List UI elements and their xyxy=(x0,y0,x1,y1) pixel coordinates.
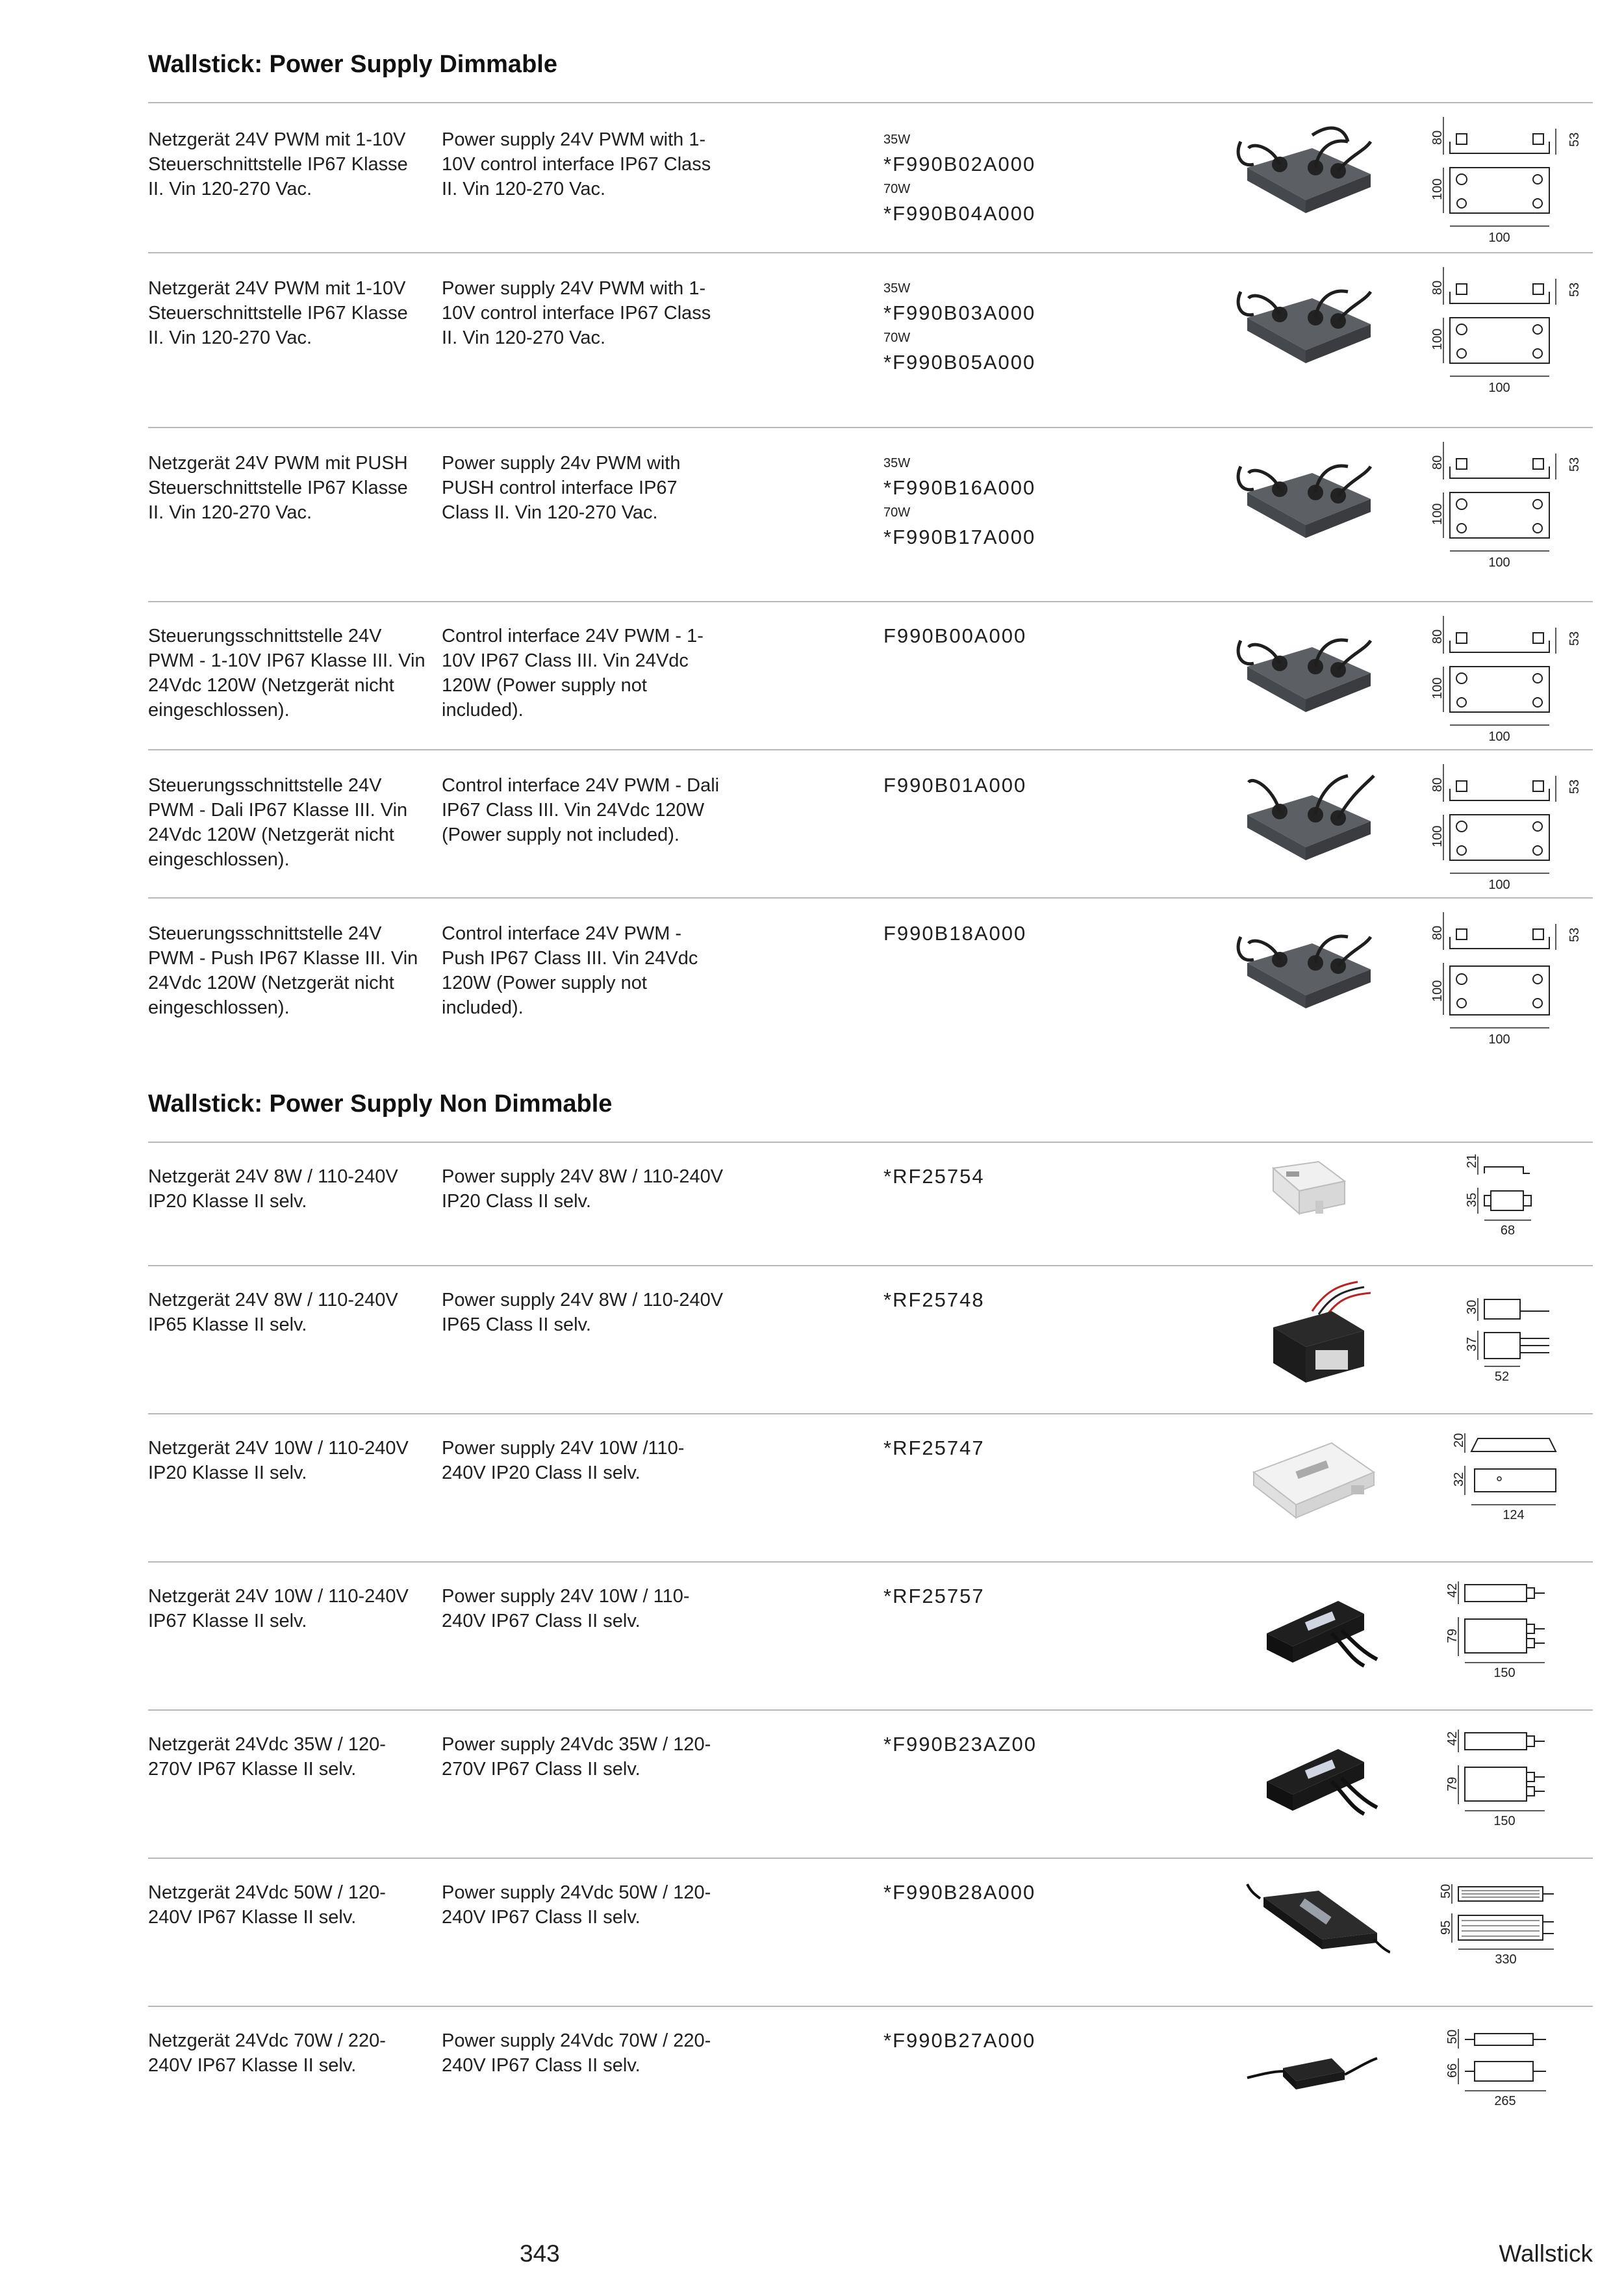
dim-label: 100 xyxy=(1488,231,1510,245)
dim-label: 53 xyxy=(1567,132,1582,147)
dim-label: 100 xyxy=(1430,677,1445,699)
dim-label: 100 xyxy=(1488,878,1510,892)
article-code: *F990B16A000 xyxy=(883,476,1036,499)
description-de: Netzgerät 24V 8W / 110-240V IP65 Klasse II selv. xyxy=(148,1290,398,1335)
dimmable-box-photo xyxy=(1234,253,1390,402)
dim-label: 100 xyxy=(1488,730,1510,744)
product-row xyxy=(0,602,1624,750)
dim-label: 68 xyxy=(1500,1223,1516,1238)
black-ip67-module-photo xyxy=(1234,1562,1390,1710)
product-row xyxy=(0,1142,1624,1266)
dimension-drawing xyxy=(1429,1562,1598,1710)
dim-label: 20 xyxy=(1452,1433,1466,1448)
footer-brand: Wallstick xyxy=(1499,2240,1593,2267)
dim-label: 330 xyxy=(1495,1952,1517,1967)
article-code: *RF25748 xyxy=(883,1288,985,1311)
product-row xyxy=(0,1562,1624,1710)
dimension-drawing xyxy=(1429,1266,1598,1414)
dimmable-box-photo xyxy=(1234,750,1390,898)
dim-label: 80 xyxy=(1430,629,1445,644)
wattage-label: 35W xyxy=(883,456,911,470)
description-de: Steuerungsschnittstelle 24V PWM - Dali IP67 Klasse III. Vin 24Vdc 120W (Netzgerät nicht eingeschlossen). xyxy=(148,775,408,870)
dim-label: 35 xyxy=(1465,1192,1479,1207)
article-codes xyxy=(883,1732,1037,1757)
article-code: F990B00A000 xyxy=(883,624,1027,647)
dim-label: 53 xyxy=(1567,457,1582,472)
page-number: 343 xyxy=(520,2240,560,2267)
article-code: *F990B27A000 xyxy=(883,2029,1036,2052)
black-ip67-module-photo xyxy=(1234,1710,1390,1858)
article-codes xyxy=(883,2028,1035,2053)
description-de: Netzgerät 24Vdc 50W / 120-240V IP67 Klasse II selv. xyxy=(148,1882,386,1928)
dim-label: 30 xyxy=(1465,1299,1479,1314)
dim-label: 53 xyxy=(1567,282,1582,297)
description-en: Power supply 24V 10W / 110-240V IP67 Class II selv. xyxy=(442,1586,690,1631)
dimension-drawing xyxy=(1429,602,1598,750)
product-row xyxy=(0,253,1624,427)
dimension-drawing xyxy=(1429,253,1598,409)
dim-label: 50 xyxy=(1439,1884,1453,1898)
dim-label: 150 xyxy=(1493,1666,1516,1680)
article-codes xyxy=(883,127,1035,226)
description-en: Power supply 24V PWM with 1-10V control interface IP67 Class II. Vin 120-270 Vac. xyxy=(442,278,711,348)
description-en: Control interface 24V PWM - Push IP67 Class III. Vin 24Vdc 120W (Power supply not included). xyxy=(442,923,698,1018)
description-de: Netzgerät 24V PWM mit 1-10V Steuerschnittstelle IP67 Klasse II. Vin 120-270 Vac. xyxy=(148,278,408,348)
article-code: F990B18A000 xyxy=(883,922,1027,945)
wattage-label: 35W xyxy=(883,281,911,296)
product-row xyxy=(0,1266,1624,1414)
dim-label: 50 xyxy=(1445,2029,1460,2044)
article-code: *F990B05A000 xyxy=(883,351,1036,374)
product-row xyxy=(0,1858,1624,2006)
dimension-drawing xyxy=(1429,898,1598,1060)
description-de: Steuerungsschnittstelle 24V PWM - 1-10V IP67 Klasse III. Vin 24Vdc 120W (Netzgerät nicht eingeschlossen). xyxy=(148,626,425,721)
product-row xyxy=(0,2006,1624,2154)
article-codes xyxy=(883,921,1026,946)
dimmable-box-photo xyxy=(1234,602,1390,750)
description-en: Control interface 24V PWM - 1-10V IP67 Class III. Vin 24Vdc 120W (Power supply not included). xyxy=(442,626,704,721)
description-en: Control interface 24V PWM - Dali IP67 Class III. Vin 24Vdc 120W (Power supply not included). xyxy=(442,775,720,845)
article-code: *F990B02A000 xyxy=(883,153,1036,175)
product-row xyxy=(0,103,1624,252)
article-code: *RF25754 xyxy=(883,1165,985,1188)
dim-label: 42 xyxy=(1445,1583,1460,1598)
dim-label: 150 xyxy=(1493,1814,1516,1828)
description-de: Netzgerät 24Vdc 70W / 220-240V IP67 Klasse II selv. xyxy=(148,2030,386,2076)
white-module-photo xyxy=(1234,1142,1390,1266)
wattage-label: 35W xyxy=(883,133,911,147)
dim-label: 100 xyxy=(1430,328,1445,350)
dim-label: 53 xyxy=(1567,927,1582,942)
wattage-label: 70W xyxy=(883,331,911,345)
dimension-drawing xyxy=(1429,750,1598,898)
article-code: *F990B28A000 xyxy=(883,1881,1036,1904)
description-en: Power supply 24Vdc 50W / 120-240V IP67 Class II selv. xyxy=(442,1882,711,1928)
product-row xyxy=(0,750,1624,898)
dim-label: 52 xyxy=(1494,1370,1510,1384)
section-title-non-dimmable: Wallstick: Power Supply Non Dimmable xyxy=(148,1090,613,1118)
description-en: Power supply 24V 10W /110-240V IP20 Class II selv. xyxy=(442,1438,685,1483)
dimension-drawing xyxy=(1429,1858,1598,2006)
article-code: *F990B23AZ00 xyxy=(883,1733,1037,1756)
dim-label: 95 xyxy=(1439,1920,1453,1935)
article-codes xyxy=(883,773,1026,798)
description-en: Power supply 24v PWM with PUSH control interface IP67 Class II. Vin 120-270 Vac. xyxy=(442,453,681,523)
dimmable-box-photo xyxy=(1234,428,1390,583)
dim-label: 66 xyxy=(1445,2063,1460,2078)
dimension-drawing xyxy=(1429,1710,1598,1858)
dim-label: 265 xyxy=(1494,2094,1516,2108)
description-en: Power supply 24Vdc 70W / 220-240V IP67 Class II selv. xyxy=(442,2030,711,2076)
slim-black-driver-photo xyxy=(1234,2006,1390,2154)
dim-label: 100 xyxy=(1430,980,1445,1002)
description-de: Netzgerät 24V 10W / 110-240V IP67 Klasse II selv. xyxy=(148,1586,409,1631)
dim-label: 21 xyxy=(1465,1153,1479,1168)
dim-label: 100 xyxy=(1430,178,1445,200)
dimension-drawing xyxy=(1429,1414,1598,1562)
dim-label: 80 xyxy=(1430,777,1445,792)
article-codes xyxy=(883,624,1026,648)
dim-label: 53 xyxy=(1567,631,1582,646)
article-code: F990B01A000 xyxy=(883,774,1027,797)
dim-label: 80 xyxy=(1430,925,1445,940)
dim-label: 100 xyxy=(1488,381,1510,395)
article-codes xyxy=(883,1164,985,1189)
description-en: Power supply 24Vdc 35W / 120-270V IP67 Class II selv. xyxy=(442,1734,711,1780)
product-row xyxy=(0,428,1624,602)
dimmable-box-photo xyxy=(1234,898,1390,1054)
dimension-drawing xyxy=(1429,2006,1598,2154)
section-title-dimmable: Wallstick: Power Supply Dimmable xyxy=(148,51,557,78)
dimmable-box-photo xyxy=(1234,103,1390,252)
article-codes xyxy=(883,1288,985,1312)
description-de: Netzgerät 24V PWM mit 1-10V Steuerschnittstelle IP67 Klasse II. Vin 120-270 Vac. xyxy=(148,129,408,199)
wattage-label: 70W xyxy=(883,182,911,196)
article-codes xyxy=(883,451,1035,550)
dim-label: 42 xyxy=(1445,1731,1460,1746)
dim-label: 80 xyxy=(1430,280,1445,295)
article-codes xyxy=(883,276,1035,375)
dim-label: 100 xyxy=(1488,1032,1510,1047)
product-row xyxy=(0,1710,1624,1858)
description-de: Netzgerät 24Vdc 35W / 120-270V IP67 Klasse II selv. xyxy=(148,1734,386,1780)
article-codes xyxy=(883,1584,985,1609)
dim-label: 100 xyxy=(1430,825,1445,847)
dimension-drawing xyxy=(1429,103,1598,252)
article-code: *F990B03A000 xyxy=(883,301,1036,324)
long-black-driver-photo xyxy=(1234,1858,1390,2006)
article-code: *RF25747 xyxy=(883,1437,985,1459)
description-en: Power supply 24V 8W / 110-240V IP20 Class II selv. xyxy=(442,1166,724,1212)
dim-label: 124 xyxy=(1503,1508,1525,1522)
article-codes xyxy=(883,1880,1035,1905)
dim-label: 32 xyxy=(1452,1472,1466,1487)
dimension-drawing xyxy=(1429,428,1598,583)
white-slim-module-photo xyxy=(1234,1414,1390,1562)
description-de: Netzgerät 24V 8W / 110-240V IP20 Klasse II selv. xyxy=(148,1166,398,1212)
description-en: Power supply 24V 8W / 110-240V IP65 Class II selv. xyxy=(442,1290,724,1335)
description-de: Netzgerät 24V PWM mit PUSH Steuerschnittstelle IP67 Klasse II. Vin 120-270 Vac. xyxy=(148,453,408,523)
product-row xyxy=(0,1414,1624,1562)
dim-label: 100 xyxy=(1488,556,1510,570)
article-code: *F990B17A000 xyxy=(883,526,1036,548)
black-potted-module-photo xyxy=(1234,1266,1390,1414)
dim-label: 37 xyxy=(1465,1336,1479,1351)
description-en: Power supply 24V PWM with 1-10V control interface IP67 Class II. Vin 120-270 Vac. xyxy=(442,129,711,199)
dim-label: 79 xyxy=(1445,1776,1460,1791)
article-code: *RF25757 xyxy=(883,1585,985,1607)
dimension-drawing xyxy=(1429,1142,1598,1266)
product-row xyxy=(0,898,1624,1060)
description-de: Netzgerät 24V 10W / 110-240V IP20 Klasse II selv. xyxy=(148,1438,409,1483)
dim-label: 80 xyxy=(1430,455,1445,470)
dim-label: 79 xyxy=(1445,1628,1460,1643)
description-de: Steuerungsschnittstelle 24V PWM - Push IP67 Klasse III. Vin 24Vdc 120W (Netzgerät nicht eingeschlossen). xyxy=(148,923,418,1018)
article-codes xyxy=(883,1436,985,1461)
wattage-label: 70W xyxy=(883,505,911,520)
dim-label: 53 xyxy=(1567,779,1582,794)
article-code: *F990B04A000 xyxy=(883,202,1036,225)
dim-label: 80 xyxy=(1430,130,1445,145)
dim-label: 100 xyxy=(1430,503,1445,525)
